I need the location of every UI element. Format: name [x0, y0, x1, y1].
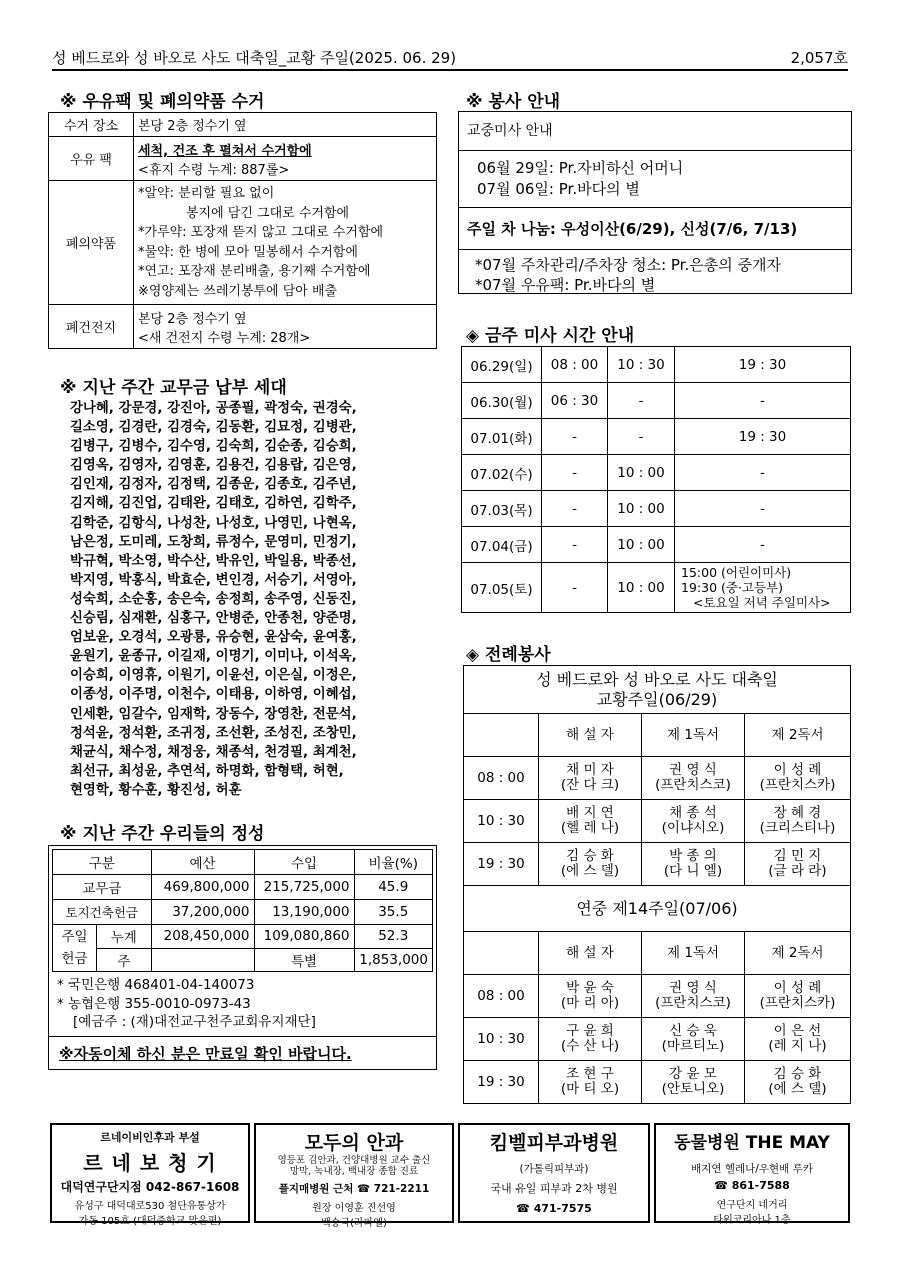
sunday-label: 주일 [61, 929, 88, 945]
reader1: 권 영 식 [669, 762, 717, 778]
baptismal-name: (이냐시오) [661, 820, 725, 836]
baptismal-name: (잔 다 크) [560, 777, 620, 793]
donor-line: 엄보윤, 오경석, 오광룡, 유승현, 윤삼숙, 윤여홍, [70, 630, 357, 646]
ad-brand: 킴벨피부과병원 [489, 1132, 619, 1154]
donor-line: 강나혜, 강문경, 강진아, 공종필, 곽정숙, 권경숙, [70, 401, 357, 416]
baptismal-name: (프란치스카) [759, 777, 836, 793]
medicine-line: *물약: 한 병에 모아 밀봉해서 수거함에 [138, 244, 358, 260]
baptismal-name: (크리스티나) [759, 820, 836, 836]
reader2: 김 승 화 [773, 1066, 822, 1082]
schedule-date: 07.01(화) [462, 419, 542, 455]
liturgy-heading: ◈ 전례봉사 [466, 645, 551, 665]
baptismal-name: (프란치스코) [655, 995, 731, 1011]
col-header: 제 2독서 [745, 932, 851, 975]
commentator: 김 승 화 [566, 848, 614, 864]
ad-line: 타워코리아나 1층 [713, 1215, 791, 1226]
time-slot: 19 : 30 [675, 347, 851, 383]
ad-phone: ☎ 861-7588 [714, 1179, 790, 1192]
donor-line: 이종성, 이주명, 이천수, 이태용, 이하영, 이혜섭, [70, 687, 357, 703]
ratio-value: 45.9 [354, 875, 432, 900]
sub-label: 주 [97, 948, 152, 972]
saturday-mass: 19:30 (중·고등부) [681, 580, 784, 595]
battery-location: 본당 2층 정수기 옆 [138, 311, 247, 327]
reader2: 김 민 지 [773, 848, 822, 864]
commentator: 조 현 구 [566, 1066, 614, 1082]
donor-line: 박지영, 박홍식, 박효순, 변인경, 서승기, 서영아, [70, 572, 357, 588]
time-cell: 08 : 00 [464, 757, 539, 800]
col-header: 예산 [151, 850, 254, 875]
income-value: 109,080,860 [254, 925, 354, 949]
medicine-line: *알약: 분리할 필요 없이 [138, 186, 275, 201]
collection-value: 본당 2층 정수기 옆 [134, 113, 437, 137]
col-header: 제 1독서 [642, 932, 745, 975]
donor-line: 정석윤, 정석환, 조귀정, 조선환, 조성진, 조창민, [70, 725, 357, 741]
reader2: 이 은 선 [773, 1023, 822, 1039]
medicine-line: *가루약: 포장재 뜯지 않고 그대로 수거함에 [138, 225, 384, 240]
donor-line: 김영옥, 김영자, 김영훈, 김용건, 김용랍, 김은영, [70, 458, 357, 474]
time-slot: - [608, 419, 675, 455]
schedule-date: 07.03(목) [462, 491, 542, 527]
ad-phone: ☎ 471-7575 [516, 1202, 592, 1215]
time-slot: - [542, 455, 608, 491]
budget-value: 37,200,000 [151, 900, 254, 925]
offering-table [52, 849, 433, 972]
collection-label: 폐의약품 [49, 181, 134, 305]
baptismal-name: (수 산 나) [560, 1038, 620, 1054]
time-slot: - [542, 491, 608, 527]
reader2: 이 성 례 [773, 980, 822, 996]
baptismal-name: (마 리 아) [560, 995, 620, 1011]
bank-account: * 농협은행 355-0010-0973-43 [57, 995, 251, 1012]
col-header: 제 2독서 [745, 714, 851, 757]
donor-line: 윤원기, 윤종규, 이길재, 이명기, 이미나, 이석옥, [70, 649, 357, 665]
ad-phone: 플지매병원 근처 ☎ 721-2211 [278, 1183, 430, 1195]
donor-line: 신승림, 심재환, 심홍구, 안병준, 안종천, 양준명, [70, 611, 357, 627]
ad-line: (가톨릭피부과) [519, 1163, 589, 1175]
saturday-mass: 15:00 (어린이미사) [681, 565, 792, 580]
ad-phone: 대덕연구단지점 042-867-1608 [60, 1180, 240, 1194]
offering-heading: ※ 지난 주간 우리들의 정성 [60, 824, 265, 844]
schedule-date: 06.30(월) [462, 383, 542, 419]
time-slot: 10 : 00 [608, 563, 675, 613]
income-value: 215,725,000 [254, 875, 354, 900]
time-slot: 19 : 30 [675, 419, 851, 455]
medicine-line: 봉지에 담긴 그대로 수거함에 [186, 205, 350, 221]
donor-line: 김병구, 김병수, 김수영, 김숙희, 김순종, 김승희, [70, 439, 357, 455]
sub-label: 누계 [97, 925, 152, 949]
service-note: *07월 우유팩: Pr.바다의 별 [475, 276, 656, 294]
col-header: 해 설 자 [539, 714, 642, 757]
ad-line: 르네이비인후과 부설 [100, 1131, 200, 1144]
ad-hearing-aid [50, 1123, 250, 1227]
baptismal-name: (헬 레 나) [560, 820, 620, 836]
donor-line: 김지해, 김진업, 김태완, 김태호, 김하연, 김학주, [70, 496, 357, 512]
commentator: 박 윤 숙 [566, 980, 614, 996]
sunday-label: 헌금 [61, 951, 88, 967]
ad-line: 연구단지 네거리 [716, 1200, 788, 1211]
time-slot: 06 : 30 [542, 383, 608, 419]
commentator: 채 미 자 [566, 762, 614, 778]
page-header [52, 45, 848, 71]
donor-line: 채균식, 채수정, 채정웅, 채종석, 천경필, 최계천, [70, 744, 357, 760]
time-slot: - [675, 383, 851, 419]
time-cell: 08 : 00 [464, 975, 539, 1018]
ad-animal-hospital [654, 1123, 850, 1226]
collection-table [48, 112, 437, 349]
issue-number: 2,057호 [790, 49, 848, 67]
time-slot: - [542, 527, 608, 563]
time-cell: 19 : 30 [464, 843, 539, 886]
service-heading: ※ 봉사 안내 [466, 92, 561, 112]
baptismal-name: (에 스 델) [560, 863, 620, 879]
bank-account: * 국민은행 468401-04-140073 [57, 977, 255, 993]
time-cell: 10 : 30 [464, 800, 539, 843]
time-slot: - [608, 383, 675, 419]
donor-line: 김인재, 김정자, 김정택, 김종운, 김종호, 김주년, [70, 477, 357, 493]
donor-line: 현영학, 황수훈, 황진성, 허훈 [70, 782, 242, 798]
time-cell: 19 : 30 [464, 1061, 539, 1104]
baptismal-name: (프란치스카) [759, 995, 836, 1011]
baptismal-name: (프란치스코) [655, 777, 731, 793]
collection-label: 수거 장소 [49, 113, 134, 137]
reader2: 이 성 례 [773, 762, 822, 778]
donor-line: 길소영, 김경란, 김경숙, 김동환, 김묘정, 김병관, [70, 420, 357, 436]
special-label: 특별 [254, 948, 354, 972]
baptismal-name: (에 스 델) [768, 1081, 827, 1097]
medicine-line: *연고: 포장재 분리배출, 용기째 수거함에 [138, 264, 371, 279]
time-slot: 10 : 30 [608, 347, 675, 383]
reader2: 장 혜 경 [773, 805, 822, 821]
offering-box [48, 845, 437, 1070]
donor-line: 남은정, 도미레, 도창희, 류정수, 문영미, 민정기, [70, 534, 357, 550]
ad-line: 망막, 녹내장, 백내장 종합 진료 [289, 1166, 419, 1177]
donor-line: 박규혁, 박소영, 박수산, 박유인, 박일용, 박종선, [70, 553, 357, 569]
ad-line: 원장 이영훈 진선영 [312, 1203, 396, 1214]
ad-eye-clinic [254, 1123, 454, 1229]
time-slot: - [542, 419, 608, 455]
collection-heading: ※ 우유팩 및 폐의약품 수거 [60, 92, 265, 112]
time-slot: 10 : 00 [608, 455, 675, 491]
sharing-info: 주일 차 나눔: 우성이산(6/29), 신성(7/6, 7/13) [459, 207, 851, 249]
commentator: 배 지 연 [566, 805, 614, 821]
time-slot: - [542, 563, 608, 613]
ratio-value: 35.5 [354, 900, 432, 925]
schedule-table [461, 346, 851, 613]
row-label: 교무금 [53, 875, 152, 900]
col-header: 제 1독서 [642, 714, 745, 757]
mass-assignment: 06월 29일: Pr.자비하신 어머니 [477, 159, 684, 177]
row-label: 토지건축헌금 [53, 900, 152, 925]
baptismal-name: (레 지 나) [768, 1038, 827, 1054]
schedule-date: 07.04(금) [462, 527, 542, 563]
ad-brand: 동물병원 THE MAY [674, 1133, 830, 1153]
col-header: 구분 [53, 850, 152, 875]
income-value: 13,190,000 [254, 900, 354, 925]
special-value: 1,853,000 [354, 948, 432, 972]
donor-list [70, 399, 357, 800]
baptismal-name: (마 티 오) [560, 1081, 620, 1097]
ad-brand: 모두의 안과 [304, 1132, 404, 1154]
account-holder: [예금주 : (재)대전교구천주교회유지재단] [73, 1014, 316, 1030]
ad-brand: 르 네 보 청 기 [83, 1151, 217, 1175]
donor-line: 이승희, 이영휴, 이원기, 이윤선, 이은실, 이정은, [70, 668, 357, 684]
saturday-mass-note: <토요일 저녁 주일미사> [693, 595, 831, 610]
time-slot: - [675, 527, 851, 563]
sunday-title: 연중 제14주일(07/06) [464, 886, 851, 932]
schedule-date: 06.29(일) [462, 347, 542, 383]
medicine-line: ※영양제는 쓰레기봉투에 담아 배출 [138, 283, 338, 299]
tissue-count: <휴지 수령 누계: 887롤> [138, 162, 290, 178]
reader1: 권 영 식 [669, 980, 717, 996]
battery-count: <새 건전지 수령 누계: 28개> [138, 330, 311, 346]
time-slot: - [675, 455, 851, 491]
donors-heading: ※ 지난 주간 교무금 납부 세대 [60, 378, 287, 398]
mass-title: 교중미사 안내 [467, 123, 553, 139]
baptismal-name: (다 니 엘) [663, 863, 723, 879]
schedule-date: 07.02(수) [462, 455, 542, 491]
time-slot: - [675, 491, 851, 527]
budget-value: 208,450,000 [151, 925, 254, 949]
reader1: 강 윤 모 [669, 1066, 717, 1082]
reader1: 채 종 석 [669, 805, 717, 821]
ad-line: 유성구 대덕대로530 첨단유통상가 [74, 1201, 226, 1212]
liturgy-table [463, 665, 851, 1104]
col-header: 비율(%) [354, 850, 432, 875]
reader1: 박 종 의 [669, 848, 717, 864]
baptismal-name: (글 라 라) [768, 863, 827, 879]
ad-line: 백승국(라파엘) [321, 1218, 387, 1229]
collection-label: 폐건전지 [49, 305, 134, 349]
baptismal-name: (마르티노) [661, 1038, 725, 1054]
schedule-date: 07.05(토) [462, 563, 542, 613]
feast-title: 성 베드로와 성 바오로 사도 대축일 [536, 669, 778, 689]
commentator: 구 윤 희 [566, 1023, 614, 1039]
feast-subtitle: 교황주일(06/29) [596, 689, 718, 709]
budget-value: 469,800,000 [151, 875, 254, 900]
donor-line: 인세환, 임갈수, 임재학, 장동수, 장영찬, 전문석, [70, 706, 357, 722]
reader1: 신 승 욱 [669, 1023, 717, 1039]
ratio-value: 52.3 [354, 925, 432, 949]
ad-dermatology [458, 1123, 650, 1223]
time-slot: 08 : 00 [542, 347, 608, 383]
mass-assignment: 07월 06일: Pr.바다의 별 [477, 180, 640, 198]
baptismal-name: (안토니오) [661, 1081, 725, 1097]
bulletin-title: 성 베드로와 성 바오로 사도 대축일_교황 주일(2025. 06. 29) [52, 49, 457, 67]
time-slot: 10 : 00 [608, 491, 675, 527]
ad-line: 영등포 김안과, 건양대병원 교수 출신 [277, 1155, 431, 1166]
donor-line: 김학준, 김항식, 나성찬, 나성호, 나영민, 나현옥, [70, 515, 357, 531]
service-note: *07월 주차관리/주차장 청소: Pr.은총의 중개자 [475, 256, 781, 274]
ad-line: 가동 105호 (대덕중학교 맞은편) [78, 1216, 222, 1227]
collection-label: 우유 팩 [49, 137, 134, 181]
service-box [458, 111, 852, 294]
time-cell: 10 : 30 [464, 1018, 539, 1061]
auto-transfer-notice: ※자동이체 하신 분은 만료일 확인 바랍니다. [59, 1044, 352, 1063]
ad-line: 배지연 헬레나/우현배 루카 [691, 1163, 813, 1175]
donor-line: 성숙희, 소순홍, 송은숙, 송정희, 송주영, 신동진, [70, 591, 357, 607]
ad-line: 국내 유일 피부과 2차 병원 [490, 1182, 618, 1195]
col-header: 해 설 자 [539, 932, 642, 975]
milk-carton-instruction: 세척, 건조 후 펼쳐서 수거함에 [138, 143, 312, 159]
donor-line: 최선규, 최성윤, 추연석, 하명화, 함형택, 허현, [70, 763, 344, 779]
col-header: 수입 [254, 850, 354, 875]
schedule-heading: ◈ 금주 미사 시간 안내 [466, 326, 635, 346]
time-slot: 10 : 00 [608, 527, 675, 563]
